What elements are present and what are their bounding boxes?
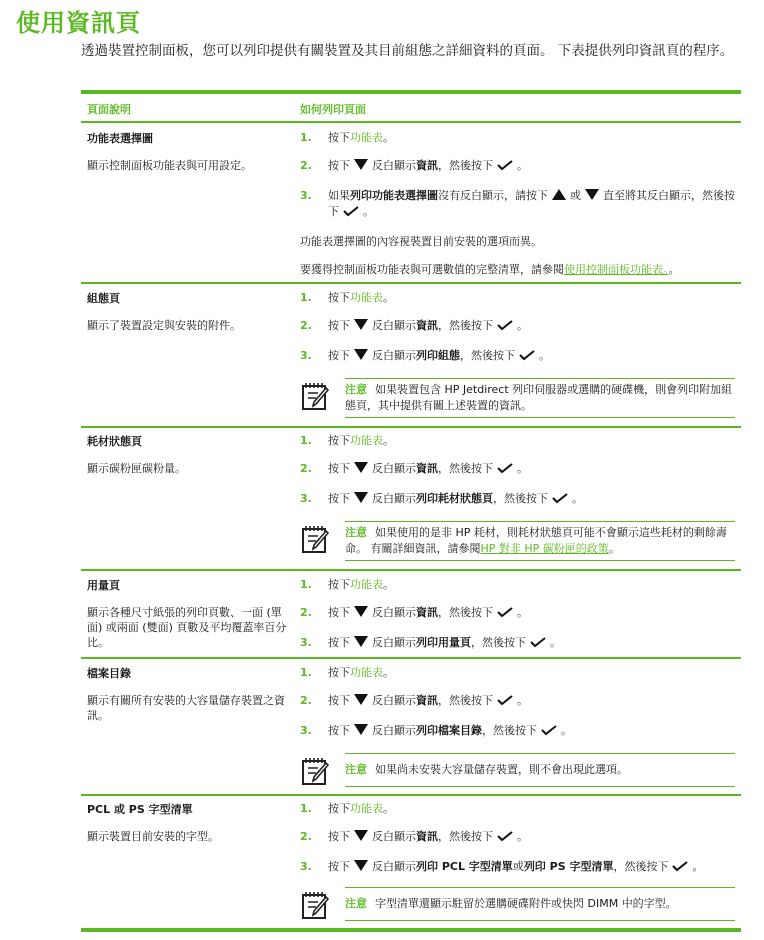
column-header-how-to-print: 如何列印頁面 — [300, 103, 366, 116]
menu-link[interactable]: 功能表 — [350, 666, 383, 679]
section-rule — [81, 569, 741, 571]
checkmark-icon — [552, 493, 568, 504]
down-arrow-icon — [354, 694, 368, 705]
down-arrow-icon — [354, 492, 368, 503]
section-title: PCL 或 PS 字型清單 — [87, 803, 193, 816]
menu-map-note-2: 要獲得控制面板功能表與可選數值的完整清單，請參閱使用控制面板功能表。。 — [300, 263, 680, 276]
down-arrow-icon — [354, 606, 368, 617]
note-icon — [300, 380, 332, 412]
down-arrow-icon — [354, 830, 368, 841]
section-rule — [81, 426, 741, 428]
section-title: 用量頁 — [87, 579, 120, 592]
up-arrow-icon — [552, 189, 566, 200]
menu-link[interactable]: 功能表 — [350, 131, 383, 144]
note-box: 注意 如果使用的是非 HP 耗材，則耗材狀態頁可能不會顯示這些耗材的剩餘壽命。 有關詳細資訊，請參閱HP 對非 HP 碳粉匣的政策。 — [300, 521, 740, 561]
section-title: 耗材狀態頁 — [87, 435, 142, 448]
down-arrow-icon — [585, 189, 599, 200]
note-icon — [300, 889, 332, 921]
non-hp-policy-link[interactable]: HP 對非 HP 碳粉匣的政策 — [480, 542, 609, 555]
checkmark-icon — [672, 861, 688, 872]
checkmark-icon — [497, 831, 513, 842]
section-rule — [81, 794, 741, 796]
down-arrow-icon — [354, 724, 368, 735]
header-rule — [81, 121, 741, 123]
checkmark-icon — [497, 607, 513, 618]
note-icon — [300, 755, 332, 787]
down-arrow-icon — [354, 462, 368, 473]
menu-link[interactable]: 功能表 — [350, 291, 383, 304]
table-bottom-rule — [81, 928, 741, 932]
checkmark-icon — [530, 637, 546, 648]
table-top-rule — [81, 90, 741, 94]
note-box: 注意 字型清單還顯示駐留於選購硬碟附件或快閃 DIMM 中的字型。 — [300, 887, 740, 927]
checkmark-icon — [343, 206, 359, 217]
section-description: 顯示裝置目前安裝的字型。 — [87, 830, 219, 843]
menu-link[interactable]: 功能表 — [350, 802, 383, 815]
note-icon — [300, 523, 332, 555]
section-rule — [81, 282, 741, 284]
section-description: 顯示有關所有安裝的大容量儲存裝置之資訊。 — [87, 694, 285, 722]
section-title: 組態頁 — [87, 292, 120, 305]
menu-map-note-1: 功能表選擇圖的內容視裝置目前安裝的選項而異。 — [300, 235, 542, 248]
checkmark-icon — [519, 350, 535, 361]
section-description: 顯示控制面板功能表與可用設定。 — [87, 159, 252, 172]
checkmark-icon — [541, 725, 557, 736]
checkmark-icon — [497, 160, 513, 171]
intro-paragraph: 透過裝置控制面板，您可以列印提供有關裝置及其目前組態之詳細資料的頁面。 下表提供列印資訊頁的程序。 — [81, 43, 734, 59]
section-description: 顯示各種尺寸紙張的列印頁數、一面 (單面) 或兩面 (雙面) 頁數及平均覆蓋率百分比。 — [87, 606, 287, 649]
section-description: 顯示碳粉匣碳粉量。 — [87, 462, 186, 475]
down-arrow-icon — [354, 349, 368, 360]
checkmark-icon — [497, 320, 513, 331]
checkmark-icon — [497, 463, 513, 474]
down-arrow-icon — [354, 319, 368, 330]
section-description: 顯示了裝置設定與安裝的附件。 — [87, 319, 241, 332]
control-panel-menus-link[interactable]: 使用控制面板功能表。 — [564, 263, 669, 276]
section-title: 功能表選擇圖 — [87, 132, 153, 145]
section-rule — [81, 657, 741, 659]
column-header-description: 頁面說明 — [87, 103, 131, 116]
down-arrow-icon — [354, 636, 368, 647]
section-title: 檔案目錄 — [87, 667, 131, 680]
page-title: 使用資訊頁 — [16, 9, 141, 37]
down-arrow-icon — [354, 860, 368, 871]
note-box: 注意 如果尚未安裝大容量儲存裝置，則不會出現此選項。 — [300, 753, 740, 793]
checkmark-icon — [497, 695, 513, 706]
menu-link[interactable]: 功能表 — [350, 434, 383, 447]
note-box: 注意 如果裝置包含 HP Jetdirect 列印伺服器或選購的硬碟機，則會列印附加組態頁，其中提供有關上述裝置的資訊。 — [300, 378, 740, 418]
menu-link[interactable]: 功能表 — [350, 578, 383, 591]
down-arrow-icon — [354, 159, 368, 170]
